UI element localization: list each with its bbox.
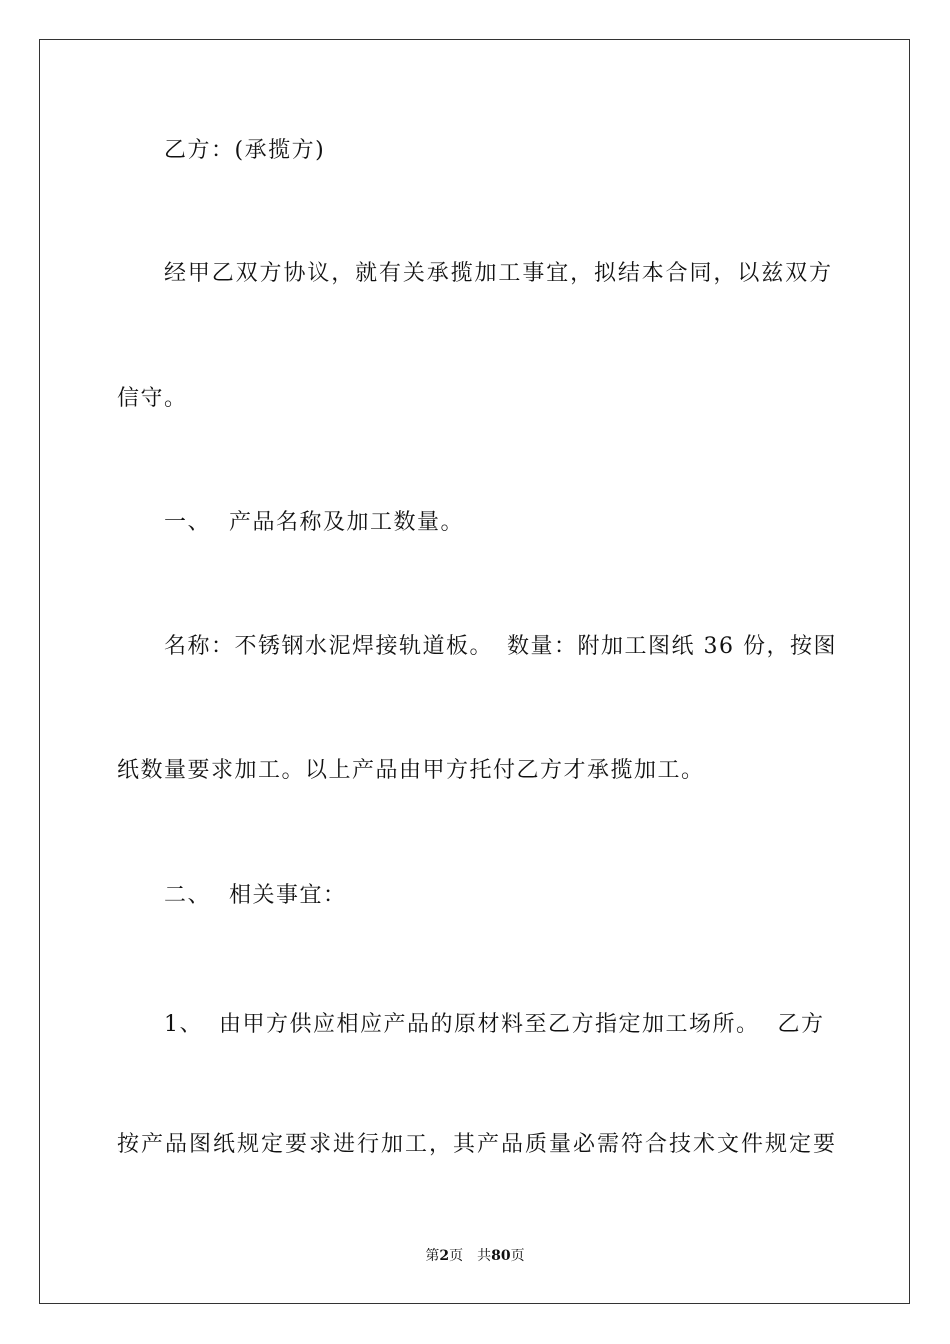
section-two-number: 二、 — [164, 883, 212, 908]
section-one-title: 产品名称及加工数量。 — [229, 510, 465, 535]
page-border — [39, 39, 910, 1304]
page-prefix: 第 — [425, 1248, 440, 1264]
page-footer — [0, 1247, 950, 1265]
clause-one-party-b: 乙方 — [777, 1012, 825, 1037]
clause-one-number: 1、 — [164, 1012, 203, 1037]
agreement-intro-text: 经甲乙双方协议，就有关承揽加工事宜，拟结本合同，以兹双方 — [164, 261, 831, 286]
product-name-line — [164, 632, 837, 662]
section-one-heading — [164, 508, 464, 538]
clause-one-text: 由甲方供应相应产品的原材料至乙方指定加工场所。 — [219, 1012, 760, 1037]
page-total: 80 — [491, 1248, 511, 1264]
page-current: 2 — [439, 1248, 450, 1264]
clause-one-continued — [117, 1130, 837, 1160]
section-two-title: 相关事宜： — [229, 883, 347, 908]
agreement-intro-continued — [117, 384, 188, 414]
total-suffix: 页 — [510, 1248, 525, 1264]
agreement-intro-end: 信守。 — [117, 386, 188, 411]
product-requirement-text: 纸数量要求加工。以上产品由甲方托付乙方才承揽加工。 — [117, 758, 705, 783]
party-b-label: 乙方：(承揽方) — [164, 138, 326, 163]
clause-one-continued-text: 按产品图纸规定要求进行加工，其产品质量必需符合技术文件规定要 — [117, 1132, 838, 1157]
party-b-line — [164, 136, 325, 166]
product-requirement-line — [117, 756, 705, 786]
agreement-intro-line — [164, 259, 831, 289]
page-suffix: 页 — [449, 1248, 464, 1264]
section-two-heading — [164, 881, 347, 911]
total-prefix: 共 — [477, 1248, 492, 1264]
clause-one-line — [164, 1010, 825, 1040]
section-one-number: 一、 — [164, 510, 212, 535]
product-quantity-text: 数量：附加工图纸 36 份，按图 — [507, 634, 837, 659]
product-name-text: 名称：不锈钢水泥焊接轨道板。 — [164, 634, 494, 659]
